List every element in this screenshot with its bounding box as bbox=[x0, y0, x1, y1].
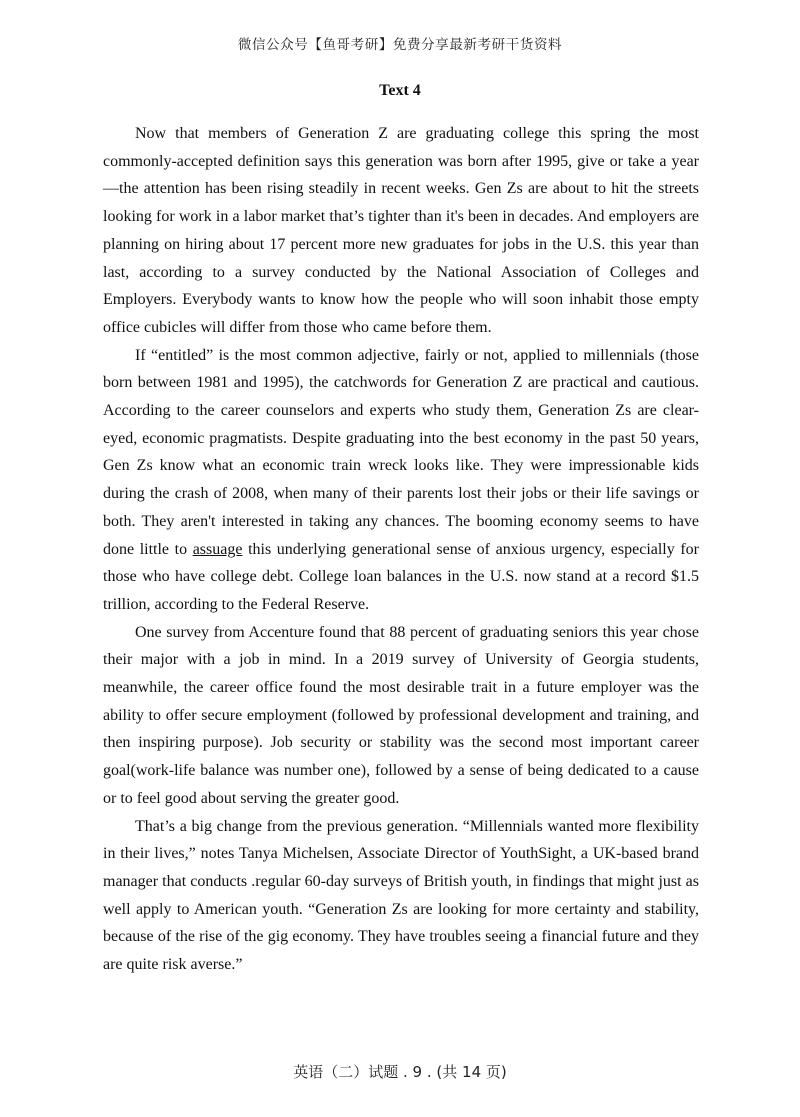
paragraph-1: Now that members of Generation Z are graduating college this spring the most commonly-accepted definition says this generation was born after 1995, give or take a year—the attention has been rising steadily in recent weeks. Gen Zs are about to hit the streets looking for work in a labor market that’s tighter than it's been in decades. And employers are planning on hiring about 17 percent more new graduates for jobs in the U.S. this year than last, according to a survey conducted by the National Association of Colleges and Employers. Everybody wants to know how the people who will soon inhabit those empty office cubicles will differ from those who came before them. bbox=[103, 125, 699, 336]
section-title: Text 4 bbox=[379, 82, 421, 99]
paragraph-2-before: If “entitled” is the most common adjective, fairly or not, applied to millennials (those born between 1981 and 1995), the catchwords for Generation Z are practical and cautious. According to the career counselors and experts who study them, Generation Zs are clear-eyed, economic pragmatists. Despite graduating into the best economy in the past 50 years, Gen Zs know what an economic train wreck looks like. They were impressionable kids during the crash of 2008, when many of their parents lost their jobs or their life savings or both. They aren't interested in taking any chances. The booming economy seems to have done little to bbox=[103, 346, 699, 558]
underlined-word: assuage bbox=[192, 540, 243, 558]
paragraph-3: One survey from Accenture found that 88 percent of graduating seniors this year chose their major with a job in mind. In a 2019 survey of University of Georgia students, meanwhile, the career office found the most desirable trait in a future employer was the ability to offer secure employment (followed by professional development and training, and then inspiring purpose). Job security or stability was the second most important career goal(work-life balance was number one), followed by a sense of being dedicated to a cause or to feel good about serving the greater good. bbox=[103, 623, 699, 807]
page-footer: 英语（二）试题 . 9 . (共 14 页) bbox=[293, 1063, 507, 1081]
page-header: 微信公众号【鱼哥考研】免费分享最新考研干货资料 bbox=[237, 37, 563, 53]
paragraph-4: That’s a big change from the previous generation. “Millennials wanted more flexibility in their lives,” notes Tanya Michelsen, Associate Director of YouthSight, a UK-based brand manager that conducts .regular 60-day surveys of British youth, in findings that might just as well apply to American youth. “Generation Zs are looking for more certainty and stability, because of the rise of the gig economy. They have troubles seeing a financial future and they are quite risk averse.” bbox=[103, 817, 699, 974]
paragraph-2-after: this underlying generational sense of anxious urgency, especially for those who have college debt. College loan balances in the U.S. now stand at a record $1.5 trillion, according to the Federal Reserve. bbox=[103, 540, 700, 613]
passage-body bbox=[103, 120, 699, 979]
paragraph-2 bbox=[103, 342, 699, 619]
